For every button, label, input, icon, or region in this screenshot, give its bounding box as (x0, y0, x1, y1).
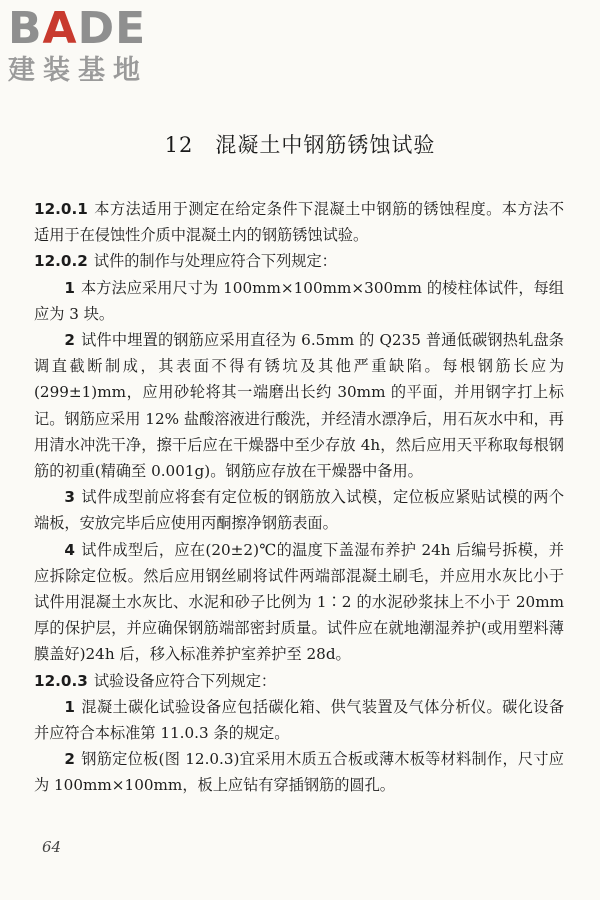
item-text: 试件中埋置的钢筋应采用直径为 6.5mm 的 Q235 普通低碳钢热轧盘条调直截断制成，其表面不得有锈坑及其他严重缺陷。每根钢筋长应为(299±1)mm，应用砂轮将其一端磨出长约 30mm 的平面，并用钢字打上标记。钢筋应采用 12% 盐酸溶液进行酸洗，并经清水漂净后，用石灰水中和，再用清水冲洗干净，擦干后应在干燥器中至少存放 4h，然后应用天平称取每根钢筋的初重(精确至 0.001g)。钢筋应存放在干燥器中备用。 (34, 331, 564, 481)
item-number: 1 (64, 697, 75, 716)
logo-letters: B (8, 3, 43, 54)
clause-number: 12.0.1 (34, 200, 88, 218)
clause-12-0-1 (34, 196, 564, 248)
logo-chinese: 建装基地 (8, 55, 148, 86)
page-number: 64 (42, 838, 62, 856)
clause-text: 本方法适用于测定在给定条件下混凝土中钢筋的锈蚀程度。本方法不适用于在侵蚀性介质中混凝土内的钢筋锈蚀试验。 (34, 200, 564, 245)
item-text: 本方法应采用尺寸为 100mm×100mm×300mm 的棱柱体试件，每组应为 3 块。 (34, 278, 564, 323)
document-body (34, 196, 564, 799)
item-number: 2 (64, 331, 75, 350)
clause-number: 12.0.3 (34, 671, 88, 690)
list-item (34, 484, 564, 536)
logo-accent-letter: A (42, 3, 78, 54)
logo-wordmark (8, 3, 178, 54)
item-number: 4 (64, 540, 75, 559)
item-text: 混凝土碳化试验设备应包括碳化箱、供气装置及气体分析仪。碳化设备并应符合本标准第 11.0.3 条的规定。 (34, 697, 564, 743)
list-item (34, 746, 564, 798)
item-number: 3 (64, 488, 75, 507)
item-text: 试件成型后，应在(20±2)℃的温度下盖湿布养护 24h 后编号拆模，并应拆除定位板。然后应用钢丝刷将试件两端部混凝土刷毛，并应用水灰比小于试件用混凝土水灰比、水泥和砂子比例为 1∶2 的水泥砂浆抹上不小于 20mm 厚的保护层，并应确保钢筋端部密封质量。试件应在就地潮湿养护(或用塑料薄膜盖好)24h 后，移入标准养护室养护至 28d。 (34, 540, 564, 664)
clause-text: 试件的制作与处理应符合下列规定： (93, 252, 337, 271)
clause-number: 12.0.2 (34, 252, 88, 271)
item-number: 2 (64, 750, 75, 769)
list-item (34, 694, 564, 746)
list-item (34, 537, 564, 668)
clause-text: 试验设备应符合下列规定： (93, 671, 277, 690)
bade-logo (8, 3, 178, 96)
logo-letters-suffix: DE (77, 3, 147, 54)
item-text: 钢筋定位板(图 12.0.3)宜采用木质五合板或薄木板等材料制作，尺寸应为 100mm×100mm，板上应钻有穿插钢筋的圆孔。 (34, 750, 564, 795)
list-item (34, 327, 564, 484)
list-item (34, 275, 564, 327)
item-text: 试件成型前应将套有定位板的钢筋放入试模，定位板应紧贴试模的两个端板，安放完毕后应使用丙酮擦净钢筋表面。 (34, 488, 564, 533)
chapter-title: 12 混凝土中钢筋锈蚀试验 (164, 133, 436, 157)
clause-12-0-2 (34, 248, 564, 274)
item-number: 1 (64, 278, 75, 297)
clause-12-0-3 (34, 668, 564, 694)
